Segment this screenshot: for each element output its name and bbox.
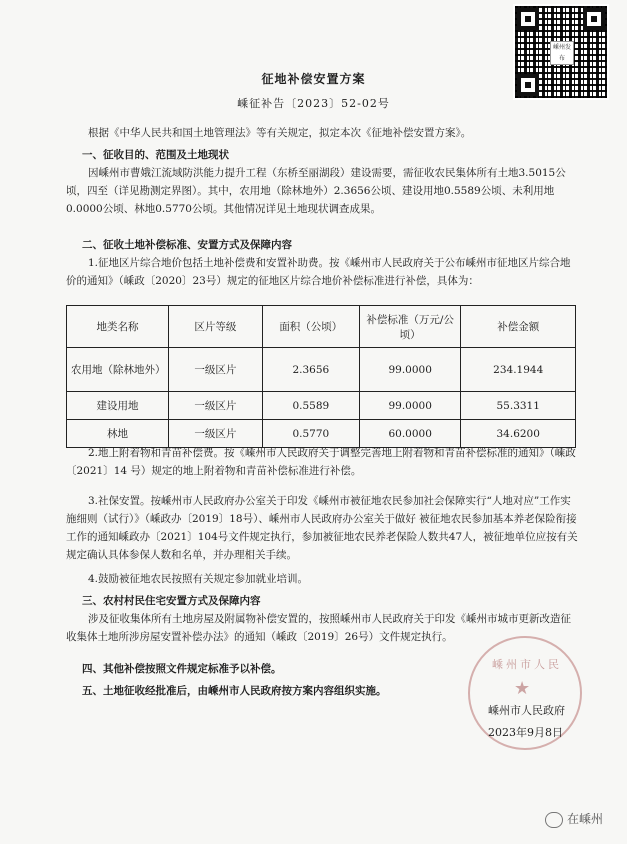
table-row bbox=[67, 348, 576, 392]
table-header-row bbox=[67, 306, 576, 348]
seal-text: 嵊州市人民 bbox=[492, 658, 562, 671]
section3-heading: 三、农村村民住宅安置方式及保障内容 bbox=[82, 595, 261, 607]
section4-heading: 四、其他补偿按照文件规定标准予以补偿。 bbox=[82, 663, 282, 675]
table-cell: 99.0000 bbox=[359, 392, 461, 420]
table-cell: 农用地（除林地外） bbox=[67, 348, 169, 392]
section2-heading: 二、征收土地补偿标准、安置方式及保障内容 bbox=[82, 239, 292, 251]
table-cell: 建设用地 bbox=[67, 392, 169, 420]
table-cell: 一级区片 bbox=[169, 420, 263, 448]
qr-finder-icon bbox=[517, 8, 539, 30]
wechat-icon bbox=[545, 812, 563, 828]
table-row bbox=[67, 392, 576, 420]
document-title: 征地补偿安置方案 bbox=[261, 72, 366, 86]
table-cell: 0.5770 bbox=[262, 420, 359, 448]
section3-body: 涉及征收集体所有土地房屋及附属物补偿安置的，按照嵊州市人民政府关于印发《嵊州市城市更新改造征收集体土地所涉房屋安置补偿办法》的通知（嵊政〔2019〕26号）文件规定执行。 bbox=[66, 613, 571, 643]
qr-finder-icon bbox=[583, 8, 605, 30]
table-cell: 234.1944 bbox=[461, 348, 576, 392]
qr-logo: 嵊州发布 bbox=[550, 41, 574, 65]
seal-star-icon: ★ bbox=[514, 678, 531, 699]
table-cell: 60.0000 bbox=[359, 420, 461, 448]
document-number: 嵊征补告〔2023〕52-02号 bbox=[237, 97, 390, 110]
table-header-cell: 补偿金额 bbox=[461, 306, 576, 348]
table-header-cell: 地类名称 bbox=[67, 306, 169, 348]
table-cell: 99.0000 bbox=[359, 348, 461, 392]
table-cell: 34.6200 bbox=[461, 420, 576, 448]
signature-org: 嵊州市人民政府 bbox=[488, 704, 565, 717]
table-header-cell: 区片等级 bbox=[169, 306, 263, 348]
section2-item2: 2.地上附着物和青苗补偿费。按《嵊州市人民政府关于调整完善地上附着物和青苗补偿标准的通知》（嵊政〔2021〕14 号）规定的地上附着物和青苗补偿标准进行补偿。 bbox=[66, 447, 576, 477]
table-cell: 2.3656 bbox=[262, 348, 359, 392]
signature-date: 2023年9月8日 bbox=[488, 726, 563, 739]
account-name: 在嵊州 bbox=[566, 812, 603, 826]
section1-body: 因嵊州市曹娥江流域防洪能力提升工程（东桥至丽湖段）建设需要，需征收农民集体所有土地3.5015公顷，四至（详见勘测定界图）。其中，农用地（除林地外）2.3656公顷、建设用地0.5589公顷、未利用地0.0000公顷、林地0.5770公顷。其他情况详见土地现状调查成果。 bbox=[66, 167, 566, 215]
table-cell: 55.3311 bbox=[461, 392, 576, 420]
table-cell: 林地 bbox=[67, 420, 169, 448]
table-header-cell: 补偿标准（万元/公顷） bbox=[359, 306, 461, 348]
compensation-table bbox=[66, 305, 576, 448]
table-cell: 一级区片 bbox=[169, 348, 263, 392]
section5-heading: 五、土地征收经批准后，由嵊州市人民政府按方案内容组织实施。 bbox=[82, 685, 387, 697]
intro-paragraph: 根据《中华人民共和国土地管理法》等有关规定，拟定本次《征地补偿安置方案》。 bbox=[88, 127, 472, 139]
watermark-footer bbox=[545, 810, 603, 828]
section2-item4: 4.鼓励被征地农民按照有关规定参加就业培训。 bbox=[88, 573, 309, 585]
table-header-cell: 面积（公顷） bbox=[262, 306, 359, 348]
table-cell: 一级区片 bbox=[169, 392, 263, 420]
table-cell: 0.5589 bbox=[262, 392, 359, 420]
section2-item1: 1.征地区片综合地价包括土地补偿费和安置补助费。按《嵊州市人民政府关于公布嵊州市征地区片综合地价的通知》（嵊政〔2020〕23号）规定的征地区片综合地价补偿标准进行补偿，具体为： bbox=[66, 257, 571, 287]
section2-item3: 3.社保安置。按嵊州市人民政府办公室关于印发《嵊州市被征地农民参加社会保障实行“人地对应”工作实施细则（试行）》（嵊政办〔2019〕18号）、嵊州市人民政府办公室关于做好 被征地农民参加基本养老保险衔接工作的通知嵊政办〔2021〕104号文件规定执行，参加被征地农民养老保险人数共47人，被征地单位应按有关规定确认具体参保人数和名单，并办理相关手续。 bbox=[66, 495, 578, 561]
section1-heading: 一、征收目的、范围及土地现状 bbox=[82, 149, 229, 161]
